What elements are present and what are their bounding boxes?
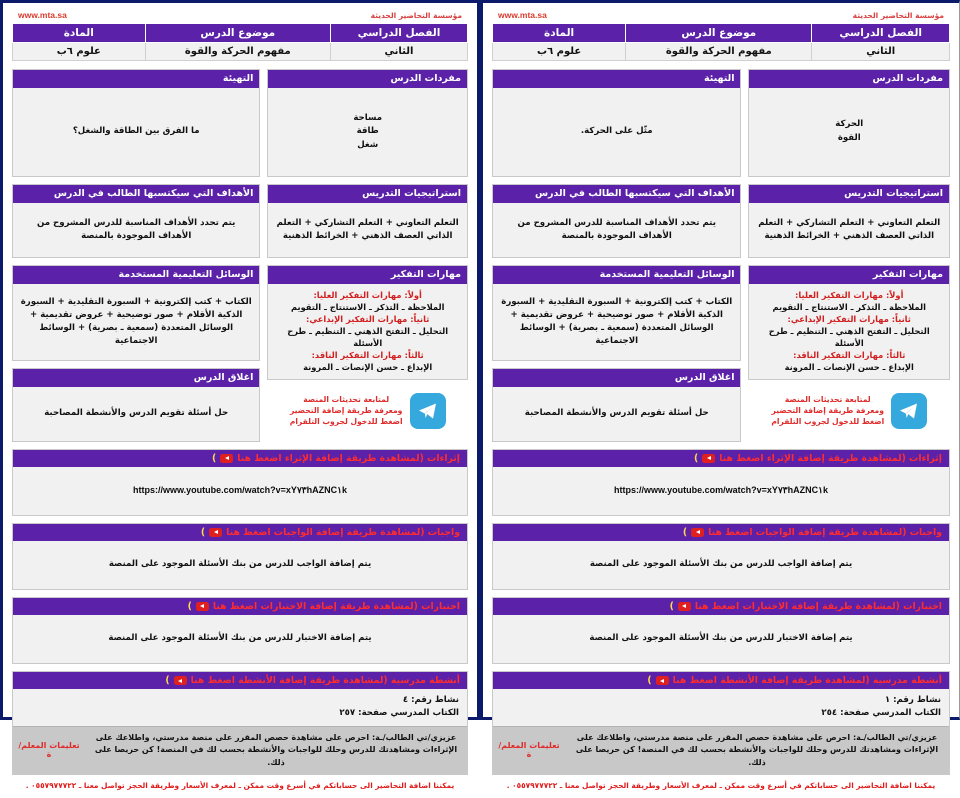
brand-url-left[interactable]: www.mta.sa [498, 10, 547, 20]
column-primary-right [12, 69, 260, 442]
telegram-line-2: ومعرفة طريقة إضافة التحضير [771, 406, 884, 416]
strategies-header-left: استراتيجيات التدريس [749, 185, 949, 203]
lesson-closure-body-right: حل أسئلة تقويم الدرس والأنشطة المصاحبة [44, 408, 229, 419]
value-term-right: الثاني [331, 43, 468, 61]
activity-number-line-right [21, 694, 459, 707]
homework-header-right[interactable] [13, 524, 467, 541]
vocabulary-header-left: مفردات الدرس [749, 70, 949, 88]
paren-close: ) [165, 674, 170, 686]
teacher-instructions-row-right [13, 726, 467, 774]
value-subject-right: علوم ٦ب [13, 43, 146, 61]
thinking-label: أولاً: مهارات التفكير العليا: [795, 289, 904, 300]
homework-section-left [492, 523, 950, 590]
brand-row-right [12, 9, 468, 23]
teaching-aids-body-right: الكتاب + كتب إلكترونية + السبورة التقليدية + السبورة الذكية الأقلام + صور توضيحية + عروض تقديمية + الوسائل المتعددة (سمعية ـ بصرية) + الوسائط الاجتماعية [20, 296, 252, 346]
homework-body-right: يتم إضافة الواجب للدرس من بنك الأسئلة الموجود على المنصة [108, 559, 372, 570]
thinking-label: ثالثاً: مهارات التفكير الناقد: [793, 349, 906, 360]
youtube-icon[interactable] [174, 676, 187, 685]
activities-header-right[interactable] [13, 672, 467, 689]
teaching-aids-header-right: الوسائل التعليمية المستخدمة [13, 266, 259, 284]
two-column-area-right [12, 69, 468, 442]
lesson-closure-body-left: حل أسئلة تقويم الدرس والأنشطة المصاحبة [524, 408, 709, 419]
table-header-row [13, 24, 468, 43]
activities-header-left[interactable] [493, 672, 949, 689]
header-term-right: الفصل الدراسي [331, 24, 468, 43]
objectives-body-right: يتم تحدد الأهداف المناسبة للدرس المشروح من الأهداف الموجودة بالمنصة [37, 217, 236, 241]
table-header-row [493, 24, 950, 43]
teaching-aids-card-right [12, 265, 260, 361]
brand-row-left [492, 9, 950, 23]
paren-close: ) [693, 452, 699, 464]
lesson-closure-header-left: اغلاق الدرس [493, 369, 740, 387]
activity-number-value: ٤ [402, 695, 409, 706]
list-item: مساحة [353, 112, 383, 123]
telegram-promo-left[interactable] [748, 387, 950, 433]
header-subject-right: المادة [13, 24, 146, 43]
teaching-aids-header-left: الوسائل التعليمية المستخدمة [493, 266, 740, 284]
telegram-promo-right[interactable] [267, 387, 468, 433]
thinking-value: الإبداع ـ حسن الإنصات ـ المرونة [303, 361, 433, 372]
telegram-text-left [771, 394, 884, 427]
lesson-plan-page-right [0, 0, 480, 791]
thinking-skills-body-left [749, 284, 949, 379]
thinking-value: الملاحظة ـ التذكر ـ الاستنتاج ـ التقويم [290, 301, 445, 312]
telegram-line-3: اضغط للدخول لجروب التلقرام [289, 417, 403, 427]
activity-number-line-left [501, 694, 941, 707]
list-item: الحركة [835, 119, 864, 130]
preparation-card-left [492, 69, 741, 177]
enrichment-section-right [12, 449, 468, 516]
teacher-instructions-label-left: تعليمات المعلم/ة [498, 741, 560, 760]
teacher-instructions-text-right: عزيزي/تي الطالب/ـة: احرص على مشاهدة حصص المقرر على منصة مدرستي، واطلاعك على الإثراءات ومشاهدتك للدرس وحلك للواجبات والأنشطة بحسب لك في المنصة! كن حريصا على ذلك. [94, 732, 458, 767]
tests-body-left: يتم إضافة الاختبار للدرس من بنك الأسئلة الموجود على المنصة [589, 633, 853, 644]
thinking-value: الملاحظة ـ التذكر ـ الاستنتاج ـ التقويم [772, 301, 926, 312]
list-item: شغل [357, 140, 379, 151]
thinking-value: التحليل ـ التفتح الذهني ـ التنظيم ـ طرح الأسئلة [287, 325, 449, 348]
strategies-card-left [748, 184, 950, 258]
thinking-skills-card-left [748, 265, 950, 380]
brand-url-right[interactable]: www.mta.sa [18, 10, 67, 20]
table-row [493, 43, 950, 61]
enrichment-title-right: إثراءات (لمشاهدة طريقة إضافة الإثراء اضغط هنا [237, 452, 460, 464]
brand-org-right: مؤسسة التحاضير الحديثة [370, 10, 462, 20]
tests-title-right: اختبارات (لمشاهدة طريقة إضافة الاختبارات اضغط هنا [212, 600, 460, 612]
activities-section-left [492, 671, 950, 775]
thinking-label: ثالثاً: مهارات التفكير الناقد: [311, 349, 424, 360]
preparation-header-right: التهيئة [13, 70, 259, 88]
activities-title-right: أنشطة مدرسية (لمشاهدة طريقة إضافة الأنشطة اضغط هنا [190, 674, 460, 686]
teacher-instructions-row-left [493, 726, 949, 774]
page-footer-right: يمكننا اضافة التحاضير الى حساباتكم في أسرع وقت ممكن ـ لمعرف الأسعار وطريقة الحجز تواصل معنا ـ ٠٥٥٧٩٧٧٧٢٢ . [25, 781, 455, 791]
tests-header-right[interactable] [13, 598, 467, 615]
two-column-area-left [492, 69, 950, 442]
telegram-line-3: اضغط للدخول لجروب التلقرام [771, 417, 885, 427]
preparation-body-left: مثّل على الحركة. [580, 126, 653, 137]
column-secondary-left [748, 69, 950, 433]
youtube-icon[interactable] [209, 528, 222, 537]
preparation-body-right: ما الفرق بين الطاقة والشغل؟ [72, 126, 200, 137]
youtube-icon[interactable] [220, 454, 233, 463]
vocabulary-header-right: مفردات الدرس [268, 70, 467, 88]
activity-meta-right [13, 689, 467, 726]
teaching-aids-body-left: الكتاب + كتب إلكترونية + السبورة التقليدية + السبورة الذكية الأقلام + صور توضيحية + عروض تقديمية + الوسائل المتعددة (سمعية ـ بصرية) + الوسائط الاجتماعية [501, 296, 733, 346]
youtube-icon[interactable] [656, 676, 669, 685]
enrichment-title-left: إثراءات (لمشاهدة طريقة إضافة الإثراء اضغط هنا [719, 452, 942, 464]
activity-number-value: ١ [884, 695, 891, 706]
header-topic-left: موضوع الدرس [626, 24, 812, 43]
header-subject-left: المادة [493, 24, 626, 43]
value-topic-left: مفهوم الحركة والقوة [626, 43, 812, 61]
youtube-icon[interactable] [196, 602, 209, 611]
vocabulary-card-right [267, 69, 468, 177]
strategies-header-right: استراتيجيات التدريس [268, 185, 467, 203]
paren-close: ) [647, 674, 652, 686]
list-item: طاقة [356, 126, 379, 137]
lesson-info-table-left [492, 23, 950, 61]
thinking-skills-header-left: مهارات التفكير [749, 266, 949, 284]
thinking-label: أولاً: مهارات التفكير العليا: [313, 289, 422, 300]
teacher-instructions-label-right: تعليمات المعلم/ة [18, 741, 80, 760]
tests-body-right: يتم إضافة الاختبار للدرس من بنك الأسئلة الموجود على المنصة [108, 633, 372, 644]
homework-section-right [12, 523, 468, 590]
paren-close: ) [211, 452, 217, 464]
activities-title-left: أنشطة مدرسية (لمشاهدة طريقة إضافة الأنشطة اضغط هنا [672, 674, 942, 686]
activities-section-right [12, 671, 468, 775]
lesson-closure-header-right: اغلاق الدرس [13, 369, 259, 387]
enrichment-link-right[interactable]: https://www.youtube.com/watch?v=xY٧٣hAZNC١k [133, 484, 347, 495]
enrichment-section-left [492, 449, 950, 516]
book-page-line-left [501, 707, 941, 720]
column-primary-left [492, 69, 741, 442]
book-page-line-right [21, 707, 459, 720]
objectives-card-right [12, 184, 260, 258]
teacher-instructions-text-left: عزيزي/تي الطالب/ـة: احرص على مشاهدة حصص المقرر على منصة مدرستي، واطلاعك على الإثراءات ومشاهدتك للدرس وحلك للواجبات والأنشطة بحسب لك في المنصة! كن حريصا على ذلك. [575, 732, 939, 767]
telegram-line-2: ومعرفة طريقة إضافة التحضير [289, 406, 403, 416]
thinking-skills-body-right [268, 284, 467, 379]
book-page-value: ٢٥٧ [339, 708, 356, 719]
paren-close: ) [682, 526, 688, 538]
objectives-header-right: الأهداف التي سيكتسبها الطالب في الدرس [13, 185, 259, 203]
preparation-header-left: التهيئة [493, 70, 740, 88]
telegram-line-1: لمتابعة تحديثات المنصة [784, 395, 871, 405]
column-secondary-right [267, 69, 468, 433]
activity-meta-left [493, 689, 949, 726]
thinking-label: ثانياً: مهارات التفكير الإبداعي: [787, 313, 911, 324]
strategies-body-right: التعلم التعاوني + التعلم التشاركي + التعلم الذاتي العصف الذهني + الخرائط الذهنية [276, 217, 459, 241]
vocabulary-body-left [749, 88, 949, 176]
telegram-text-right [290, 394, 403, 427]
telegram-line-1: لمتابعة تحديثات المنصة [303, 395, 390, 405]
header-topic-right: موضوع الدرس [145, 24, 330, 43]
objectives-header-left: الأهداف التي سيكتسبها الطالب في الدرس [493, 185, 740, 203]
thinking-value: الإبداع ـ حسن الإنصات ـ المرونة [784, 361, 914, 372]
tests-header-left[interactable] [493, 598, 949, 615]
youtube-icon[interactable] [691, 528, 704, 537]
teaching-aids-card-left [492, 265, 741, 361]
thinking-skills-card-right [267, 265, 468, 380]
page-footer-left: يمكننا اضافة التحاضير الى حساباتكم في أسرع وقت ممكن ـ لمعرف الأسعار وطريقة الحجز تواصل معنا ـ ٠٥٥٧٩٧٧٧٢٢ . [506, 781, 936, 791]
brand-org-left: مؤسسة التحاضير الحديثة [852, 10, 944, 20]
value-term-left: الثاني [812, 43, 950, 61]
preparation-card-right [12, 69, 260, 177]
youtube-icon[interactable] [678, 602, 691, 611]
objectives-body-left: يتم تحدد الأهداف المناسبة للدرس المشروح من الأهداف الموجودة بالمنصة [517, 217, 716, 241]
tests-title-left: اختبارات (لمشاهدة طريقة إضافة الاختبارات اضغط هنا [694, 600, 942, 612]
list-item: القوة [837, 133, 861, 144]
thinking-value: التحليل ـ التفتح الذهني ـ التنظيم ـ طرح الأسئلة [768, 325, 930, 348]
enrichment-header-right[interactable] [13, 450, 467, 467]
book-page-label: الكتاب المدرسي صفحة: [840, 708, 941, 719]
book-page-value: ٢٥٤ [821, 708, 838, 719]
lesson-closure-card-left [492, 368, 741, 442]
vocabulary-body-right [268, 88, 467, 176]
value-topic-right: مفهوم الحركة والقوة [145, 43, 330, 61]
paren-close: ) [200, 526, 206, 538]
homework-title-left: واجبات (لمشاهدة طريقة إضافة الواجبات اضغط هنا [708, 526, 942, 538]
paren-close: ) [669, 600, 674, 612]
thinking-skills-header-right: مهارات التفكير [268, 266, 467, 284]
lesson-closure-card-right [12, 368, 260, 442]
header-term-left: الفصل الدراسي [812, 24, 950, 43]
book-page-label: الكتاب المدرسي صفحة: [358, 708, 459, 719]
tests-section-left [492, 597, 950, 664]
vocabulary-card-left [748, 69, 950, 177]
table-row [13, 43, 468, 61]
homework-title-right: واجبات (لمشاهدة طريقة إضافة الواجبات اضغط هنا [226, 526, 460, 538]
enrichment-header-left[interactable] [493, 450, 949, 467]
homework-header-left[interactable] [493, 524, 949, 541]
thinking-label: ثانياً: مهارات التفكير الإبداعي: [306, 313, 430, 324]
youtube-icon[interactable] [702, 454, 715, 463]
value-subject-left: علوم ٦ب [493, 43, 626, 61]
tests-section-right [12, 597, 468, 664]
telegram-icon[interactable] [891, 393, 927, 429]
paren-close: ) [187, 600, 192, 612]
strategies-body-left: التعلم التعاوني + التعلم التشاركي + التعلم الذاتي العصف الذهني + الخرائط الذهنية [758, 217, 941, 241]
lesson-plan-page-left [480, 0, 960, 791]
strategies-card-right [267, 184, 468, 258]
activity-number-label: نشاط رقم: [411, 695, 459, 706]
homework-body-left: يتم إضافة الواجب للدرس من بنك الأسئلة الموجود على المنصة [589, 559, 853, 570]
objectives-card-left [492, 184, 741, 258]
lesson-info-table-right [12, 23, 468, 61]
activity-number-label: نشاط رقم: [893, 695, 941, 706]
enrichment-link-left[interactable]: https://www.youtube.com/watch?v=xY٧٣hAZNC١k [614, 484, 828, 495]
telegram-icon[interactable] [410, 393, 446, 429]
